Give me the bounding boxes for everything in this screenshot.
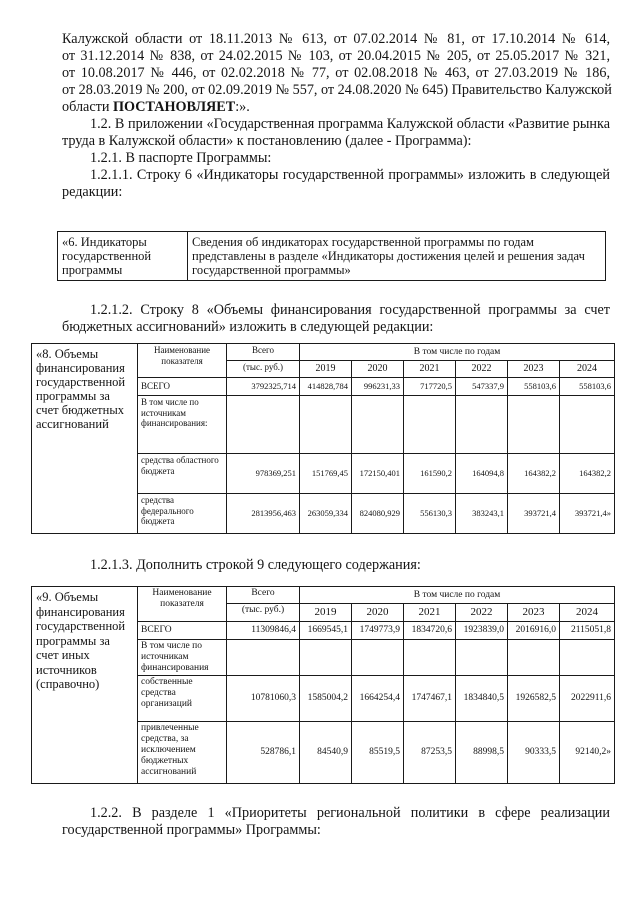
intro-line: от 28.03.2019 № 200, от 02.09.2019 № 557, от 24.08.2020 № 645) Правительство Калужской	[62, 82, 612, 98]
cell-value	[560, 640, 615, 676]
paragraph-1-2-2-line2: государственной программы» Программы:	[62, 822, 321, 838]
cell-value: 556130,3	[404, 494, 456, 534]
cell-value: 2022911,6	[560, 676, 615, 722]
year-header: 2023	[508, 361, 560, 378]
cell-value	[456, 640, 508, 676]
year-header: 2024	[560, 604, 615, 622]
intro-line: от 31.12.2014 № 838, от 24.02.2015 № 103, от 20.04.2015 № 205, от 25.05.2017 № 321,	[62, 48, 610, 64]
column-header-total: Всего	[227, 587, 300, 604]
cell-value	[508, 396, 560, 454]
cell-value: 1749773,9	[352, 622, 404, 640]
cell-value: 1669545,1	[300, 622, 352, 640]
year-header: 2021	[404, 604, 456, 622]
paragraph-1-2-line2: труда в Калужской области» к постановлению (далее - Программа):	[62, 133, 472, 149]
cell-value: 164382,2	[560, 454, 615, 494]
column-header-years: В том числе по годам	[300, 344, 615, 361]
year-header: 2020	[352, 604, 404, 622]
cell-value: 1923839,0	[456, 622, 508, 640]
cell-value	[300, 396, 352, 454]
cell-value: 84540,9	[300, 722, 352, 784]
intro-last-line	[62, 99, 610, 116]
cell-value: 161590,2	[404, 454, 456, 494]
cell-value: 164094,8	[456, 454, 508, 494]
cell-value: 393721,4	[508, 494, 560, 534]
cell-value	[456, 396, 508, 454]
year-header: 2022	[456, 604, 508, 622]
cell-value: 996231,33	[352, 378, 404, 396]
budget-financing-table	[31, 343, 615, 534]
paragraph-1-2-1-1-line1: 1.2.1.1. Строку 6 «Индикаторы государственной программы» изложить в следующей	[90, 167, 610, 183]
row-total: 528786,1	[227, 722, 300, 784]
cell-value: 1926582,5	[508, 676, 560, 722]
other-sources-table	[31, 586, 615, 784]
cell-value: 717720,5	[404, 378, 456, 396]
decree-word: ПОСТАНОВЛЯЕТ	[112, 99, 236, 115]
paragraph-1-2-1: 1.2.1. В паспорте Программы:	[90, 150, 272, 166]
cell-value: 92140,2»	[560, 722, 615, 784]
row-total: 3792325,714	[227, 378, 300, 396]
column-header-total: Всего	[227, 344, 300, 361]
cell-value	[404, 396, 456, 454]
row-total	[227, 640, 300, 676]
budget-financing-label: «8. Объемы финансирования государственной программы за счет бюджетных ассигнований	[32, 344, 138, 534]
paragraph-1-2-2-line1: 1.2.2. В разделе 1 «Приоритеты региональной политики в сфере реализации	[90, 805, 610, 821]
cell-value: 1664254,4	[352, 676, 404, 722]
cell-value: 1834840,5	[456, 676, 508, 722]
cell-value	[404, 640, 456, 676]
column-header-unit: (тыс. руб.)	[227, 604, 300, 622]
year-header: 2024	[560, 361, 615, 378]
cell-value: 824080,929	[352, 494, 404, 534]
cell-value	[560, 396, 615, 454]
paragraph-1-2-line1: 1.2. В приложении «Государственная программа Калужской области «Развитие рынка	[90, 116, 610, 132]
cell-value: 90333,5	[508, 722, 560, 784]
column-header-name: Наименование показателя	[138, 587, 227, 622]
column-header-years: В том числе по годам	[300, 587, 615, 604]
cell-value: 558103,6	[508, 378, 560, 396]
row-name: ВСЕГО	[138, 378, 227, 396]
row-total: 978369,251	[227, 454, 300, 494]
paragraph-1-2-1-1-line2: редакции:	[62, 184, 123, 200]
indicators-text: Сведения об индикаторах государственной программы по годам представлены в разделе «Индикаторы достижения целей и решения задач государственной программы»	[188, 232, 606, 281]
row-total: 2813956,463	[227, 494, 300, 534]
cell-value: 88998,5	[456, 722, 508, 784]
cell-value: 1585004,2	[300, 676, 352, 722]
cell-value: 2115051,8	[560, 622, 615, 640]
column-header-name: Наименование показателя	[138, 344, 227, 378]
cell-value: 151769,45	[300, 454, 352, 494]
cell-value: 87253,5	[404, 722, 456, 784]
cell-value: 1747467,1	[404, 676, 456, 722]
row-total: 10781060,3	[227, 676, 300, 722]
year-header: 2022	[456, 361, 508, 378]
cell-value: 1834720,6	[404, 622, 456, 640]
other-sources-label: «9. Объемы финансирования государственной программы за счет иных источников (справочно)	[32, 587, 138, 784]
intro-last-suffix: :».	[235, 99, 250, 115]
row-name: привлеченные средства, за исключением бюджетных ассигнований	[138, 722, 227, 784]
paragraph-1-2-1-2-line2: бюджетных ассигнований» изложить в следующей редакции:	[62, 319, 434, 335]
cell-value	[352, 640, 404, 676]
cell-value: 164382,2	[508, 454, 560, 494]
row-name: средства областного бюджета	[138, 454, 227, 494]
intro-line: Калужской области от 18.11.2013 № 613, от 07.02.2014 № 81, от 17.10.2014 № 614,	[62, 31, 610, 47]
cell-value: 2016916,0	[508, 622, 560, 640]
cell-value: 547337,9	[456, 378, 508, 396]
year-header: 2019	[300, 361, 352, 378]
row-name: средства федерального бюджета	[138, 494, 227, 534]
year-header: 2020	[352, 361, 404, 378]
row-name: В том числе по источникам финансирования	[138, 640, 227, 676]
cell-value	[300, 640, 352, 676]
cell-value	[508, 640, 560, 676]
year-header: 2019	[300, 604, 352, 622]
year-header: 2023	[508, 604, 560, 622]
row-name: ВСЕГО	[138, 622, 227, 640]
cell-value: 172150,401	[352, 454, 404, 494]
paragraph-1-2-1-2-line1: 1.2.1.2. Строку 8 «Объемы финансирования государственной программы за счет	[90, 302, 610, 318]
column-header-unit: (тыс. руб.)	[227, 361, 300, 378]
indicators-label: «6. Индикаторы государственной программы	[58, 232, 188, 281]
cell-value: 414828,784	[300, 378, 352, 396]
row-total: 11309846,4	[227, 622, 300, 640]
cell-value: 558103,6	[560, 378, 615, 396]
cell-value: 383243,1	[456, 494, 508, 534]
cell-value: 393721,4»	[560, 494, 615, 534]
intro-last-prefix: области	[62, 99, 113, 115]
row-name: В том числе по источникам финансирования:	[138, 396, 227, 454]
indicators-table	[57, 231, 606, 281]
year-header: 2021	[404, 361, 456, 378]
cell-value	[352, 396, 404, 454]
cell-value: 85519,5	[352, 722, 404, 784]
intro-line: от 10.08.2017 № 446, от 02.02.2018 № 77, от 02.08.2018 № 463, от 27.03.2019 № 186,	[62, 65, 610, 81]
paragraph-1-2-1-3: 1.2.1.3. Дополнить строкой 9 следующего содержания:	[90, 557, 421, 573]
row-total	[227, 396, 300, 454]
row-name: собственные средства организаций	[138, 676, 227, 722]
cell-value: 263059,334	[300, 494, 352, 534]
